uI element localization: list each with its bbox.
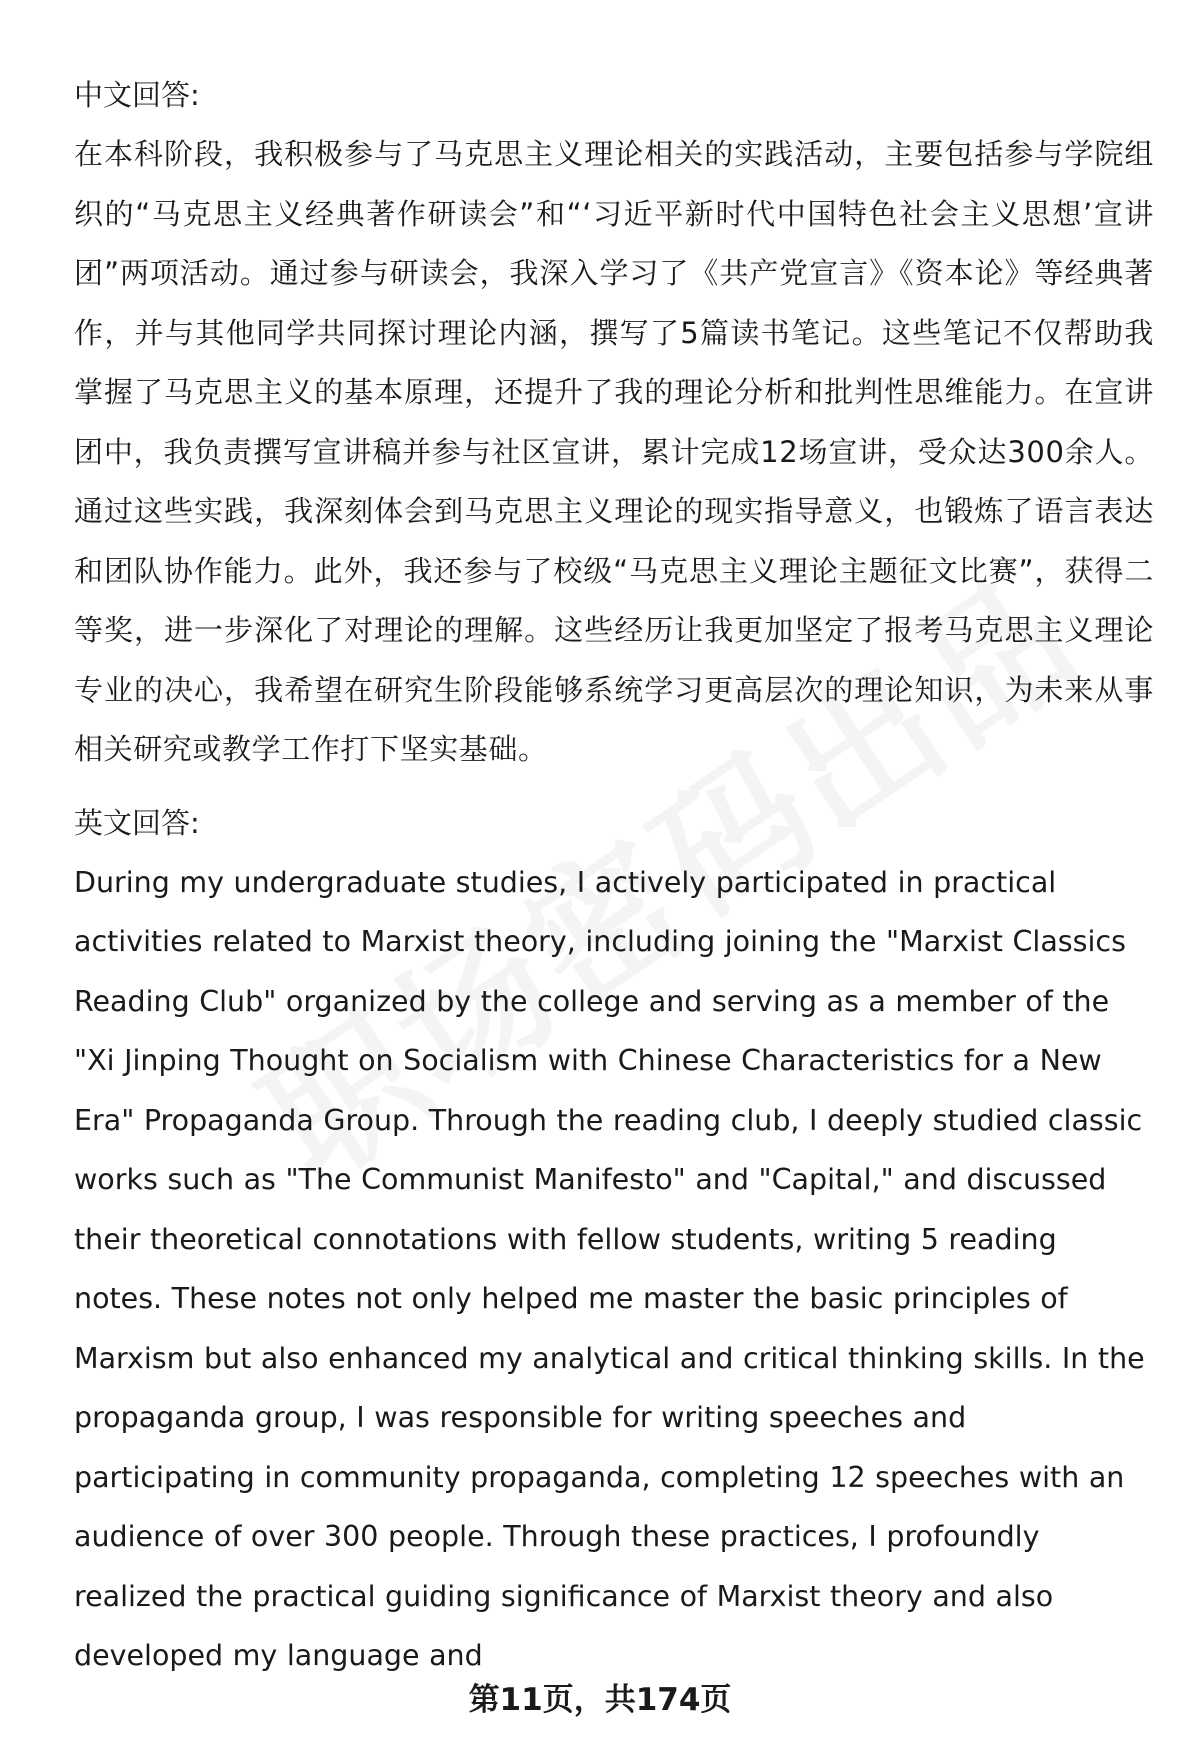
section-spacer xyxy=(74,780,1154,794)
english-answer-label: 英文回答: xyxy=(74,805,200,840)
chinese-answer-section xyxy=(74,66,1154,780)
english-answer-section xyxy=(74,794,1154,1686)
page-footer: 第11页，共174页 xyxy=(468,1682,732,1718)
english-answer-text: During my undergraduate studies, I actively participated in practical activities related to Marxist theory, including joining the "Marxist Classics Reading Club" organized by the college and serving as a member of the "Xi Jinping Thought on Socialism with Chinese Characteristics for a New Era" Propaganda Group. Through the reading club, I deeply studied classic works such as "The Communist Manifesto" and "Capital," and discussed their theoretical connotations with fellow students, writing 5 reading notes. These notes not only helped me master the basic principles of Marxism but also enhanced my analytical and critical thinking skills. In the propaganda group, I was responsible for writing speeches and participating in community propaganda, completing 12 speeches with an audience of over 300 people. Through these practices, I profoundly realized the practical guiding significance of Marxist theory and also developed my language and xyxy=(74,865,1145,1672)
page-content xyxy=(74,66,1154,1686)
chinese-answer-label: 中文回答: xyxy=(74,78,200,112)
chinese-answer-text: 在本科阶段，我积极参与了马克思主义理论相关的实践活动，主要包括参与学院组织的“马克思主义经典著作研读会”和“‘习近平新时代中国特色社会主义思想’宣讲团”两项活动。通过参与研读会，我深入学习了《共产党宣言》《资本论》等经典著作，并与其他同学共同探讨理论内涵，撰写了5篇读书笔记。这些笔记不仅帮助我掌握了马克思主义的基本原理，还提升了我的理论分析和批判性思维能力。在宣讲团中，我负责撰写宣讲稿并参与社区宣讲，累计完成12场宣讲，受众达300余人。通过这些实践，我深刻体会到马克思主义理论的现实指导意义，也锻炼了语言表达和团队协作能力。此外，我还参与了校级“马克思主义理论主题征文比赛”，获得二等奖，进一步深化了对理论的理解。这些经历让我更加坚定了报考马克思主义理论专业的决心，我希望在研究生阶段能够系统学习更高层次的理论知识，为未来从事相关研究或教学工作打下坚实基础。 xyxy=(74,137,1154,766)
